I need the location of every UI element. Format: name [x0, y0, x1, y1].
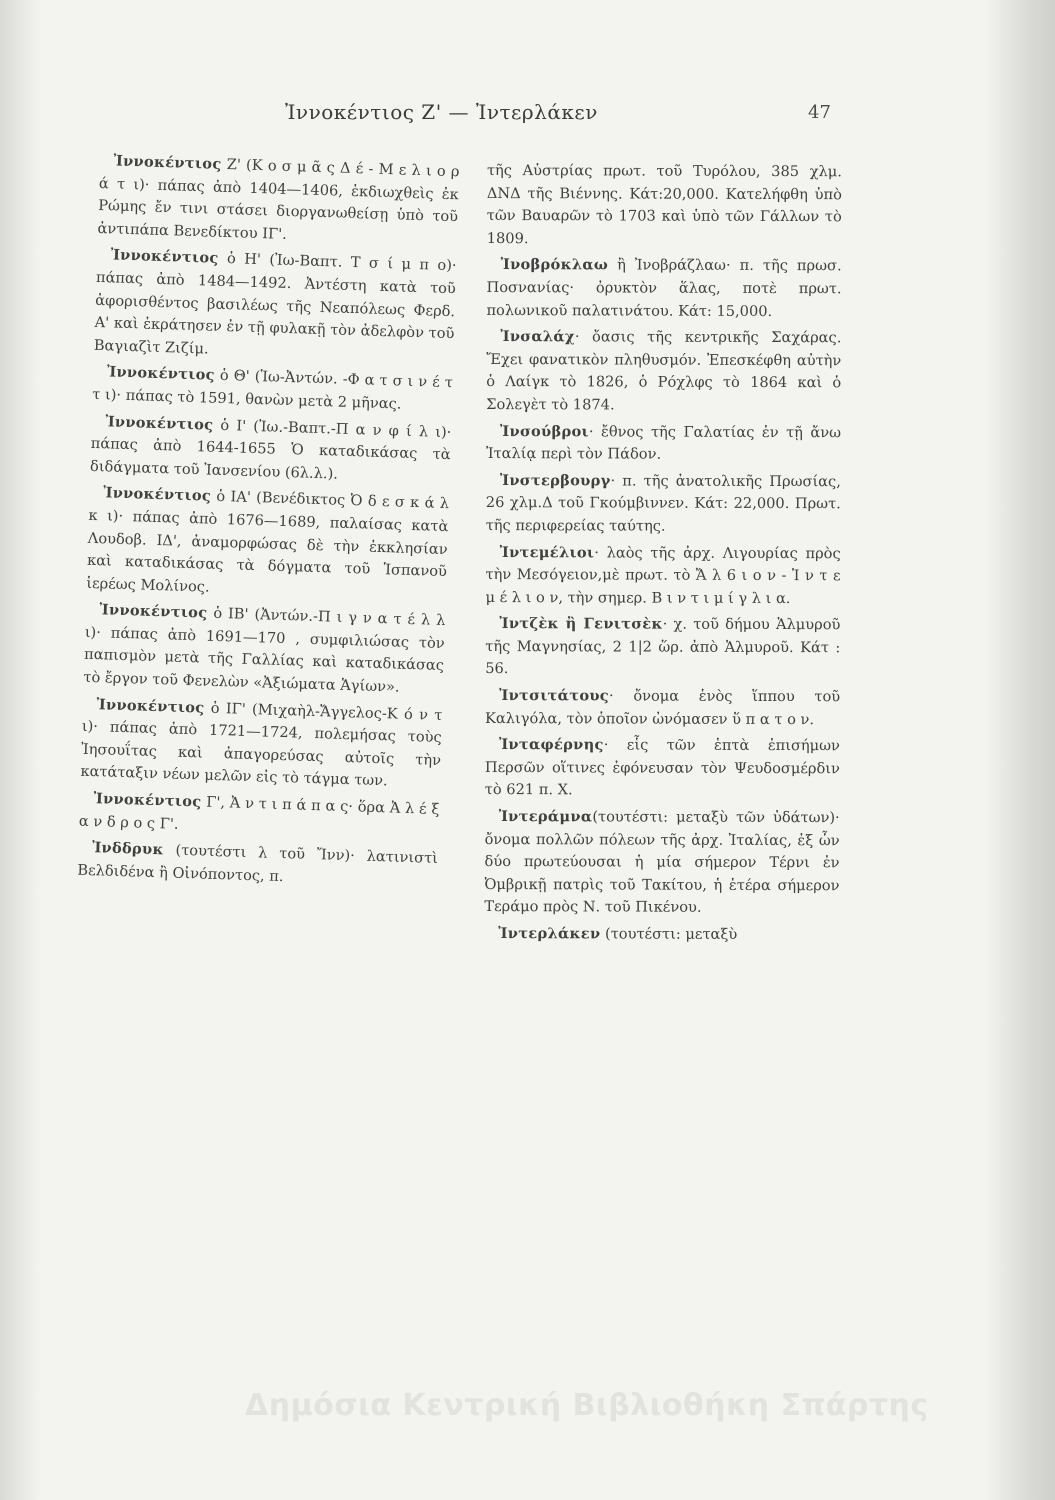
- entry-text: · λαὸς τῆς ἀρχ. Λιγουρίας πρὸς τὴν Μεσόγειον,μὲ πρωτ. τὸ Ἄ λ 6 ι ο ν - Ἰ ν τ ε μ έ λ ι ο ν, τὴν σημερ. Β ι ν τ ι μ ί γ λ ι α.: [485, 543, 841, 607]
- entry-headword: Ἰννοκέντιος: [93, 790, 202, 811]
- entry-headword: Ἰννοκέντιος: [105, 412, 214, 434]
- right-column: [484, 160, 842, 951]
- entry-text: ὁ ΙΓ' (Μιχαὴλ-Ἄγγελος-Κ ό ν τ ι)· πάπας ἀπὸ 1721—1724, πολεμήσας τοὺς Ἰησουΐτας καὶ ἀπαγορεύσας αὐτοῖς τὴν κατάταξιν νέων μελῶν εἰς τὸ τάγμα των.: [80, 699, 443, 790]
- entry-text: ὁ ΙΒ' (Ἀντών.-Π ι γ ν α τ έ λ λ ι)· πάπας ἀπὸ 1691—170 , συμφιλιώσας τὸν παπισμὸν μετὰ τῆς Γαλλίας καὶ καταδικάσας τὸ ἔργον τοῦ Φενελὼν «Ἀξιώματα Ἁγίων».: [83, 604, 446, 696]
- entry-text: Ζ' (Κ ο σ μ ᾶ ς Δ έ - Μ ε λ ι ο ρ ά τ ι)· πάπας ἀπὸ 1404—1406, ἐκδιωχθεὶς ἐκ Ρώμης ἔν τινι στάσει διοργανωθείσῃ ὑπὸ τοῦ ἀντιπάπα Βενεδίκτου ΙΓ'.: [97, 155, 460, 243]
- entry-text: (τουτέστι: μεταξὺ τῶν ὑδάτων)· ὄνομα πολλῶν πόλεων τῆς ἀρχ. Ἰταλίας, ἐξ ὧν δύο πρωτεύουσαι ἡ μία σήμερον Τέρνι ἐν Ὀμβρικῇ πατρὶς τοῦ Τακίτου, ἡ ἑτέρα σήμερον Τεράμο πρὸς Ν. τοῦ Πικένου.: [484, 808, 840, 917]
- dictionary-entry: [77, 837, 438, 893]
- entry-headword: Ἰννοκέντιος: [102, 484, 212, 505]
- entry-headword: Ἰνδδρυκ: [91, 839, 164, 859]
- entry-text: · εἷς τῶν ἑπτὰ ἐπισήμων Περσῶν οἵτινες ἐφόνευσαν τὸν Ψευδοσμέρδιν τὸ 621 π. Χ.: [484, 736, 840, 799]
- entry-headword: Ἰνσούβροι: [500, 422, 589, 440]
- page-gutter-shadow: [0, 0, 40, 1500]
- entry-headword: Ἰννοκέντιος: [113, 152, 222, 173]
- entry-text: · ἔθνος τῆς Γαλατίας ἐν τῇ ἄνω Ἰταλίᾳ περὶ τὸν Πάδον.: [485, 422, 842, 463]
- entry-text: · χ. τοῦ δήμου Ἁλμυροῦ τῆς Μαγνησίας, 2 1|2 ὥρ. ἀπὸ Ἁλμυροῦ. Κάτ : 56.: [485, 615, 841, 678]
- left-column: [77, 150, 460, 897]
- entry-text: ὁ Ι' (Ἰω.-Βαπτ.-Π α ν φ ί λ ι)· πάπας ἀπὸ 1644-1655 Ὁ καταδικάσας τὰ διδάγματα τοῦ Ἰανσενίου (6λ.λ.).: [89, 416, 452, 483]
- entry-headword: Ἰντεμέλιοι: [499, 543, 595, 561]
- page-number: 47: [808, 102, 831, 123]
- page-edge-shadow: [985, 0, 1055, 1500]
- entry-text: ὁ Η' (Ἰω-Βαπτ. Τ σ ί μ π ο)· πάπας ἀπὸ 1484—1492. Ἀντέστη κατὰ τοῦ ἀφορισθέντος βασιλέως τῆς Νεαπόλεως Φερδ. Α' καὶ ἐκράτησεν ἐν τῇ φυλακῇ τὸν ἀδελφὸν τοῦ Βαγιαζὶτ Ζιζίμ.: [93, 250, 457, 358]
- entry-headword: Ἰντερλάκεν: [498, 925, 601, 943]
- dictionary-entry: [485, 734, 840, 803]
- entry-headword: Ἰντζὲκ ἢ Γενιτσὲκ: [499, 615, 663, 633]
- dictionary-entry: [484, 923, 839, 947]
- entry-text: · π. τῆς ἀνατολικῆς Πρωσίας, 26 χλμ.Δ τοῦ Γκούμβιννεν. Κάτ: 22,000. Πρωτ. τῆς περιφερείας ταύτης.: [485, 472, 841, 535]
- entry-headword: Ἰντεράμνα: [498, 808, 593, 826]
- dictionary-entry: [485, 685, 840, 731]
- dictionary-entry: [79, 788, 440, 844]
- entry-text: · ὄνομα ἑνὸς ἵππου τοῦ Καλιγόλα, τὸν ὁποῖον ὠνόμασεν ὕ π α τ ο ν.: [485, 687, 841, 728]
- entry-text: (τουτέστι λ τοῦ Ἴνν)· λατινιστὶ Βελδιδένα ἢ Οἰνόποντος, π.: [77, 841, 439, 885]
- running-head: Ἰννοκέντιος Ζ' — Ἰντερλάκεν: [285, 100, 598, 124]
- entry-headword: Ἰννοκέντιος: [96, 695, 205, 717]
- entry-headword: Ἰννοκέντιος: [99, 601, 208, 622]
- entry-headword: Ἰνσαλάχ: [500, 328, 575, 346]
- entry-text: ὁ ΙΑ' (Βενέδικτος Ὀ δ ε σ κ ά λ κ ι)· πάπας ἀπὸ 1676—1689, παλαίσας κατὰ Λουδοβ. ΙΔ', ἀναμορφώσας δὲ τὴν ἐκκλησίαν καὶ καταδικάσας τὰ δόγματα τοῦ Ἱσπανοῦ ἱερέως Μολίνος.: [86, 487, 450, 596]
- entry-headword: Ἰννοκέντιος: [106, 363, 216, 385]
- dictionary-entry: [90, 410, 452, 489]
- entry-headword: Ἰντσιτάτους: [499, 687, 610, 705]
- dictionary-entry: [97, 150, 460, 252]
- dictionary-entry: [486, 326, 841, 418]
- dictionary-entry: [486, 254, 841, 323]
- dictionary-entry: [92, 361, 453, 417]
- entry-text: (τουτέστι: μεταξὺ: [600, 925, 738, 943]
- dictionary-entry: [485, 541, 840, 610]
- dictionary-entry: [86, 482, 449, 606]
- entry-text: ὁ Θ' (Ἰω-Ἀντών. -Φ α τ σ ι ν έ τ τ ι)· πάπας τὸ 1591, θανὼν μετὰ 2 μῆνας.: [92, 367, 454, 413]
- entry-headword: Ἰνταφέρνης: [498, 736, 604, 754]
- dictionary-entry: [485, 613, 840, 682]
- dictionary-entry: [486, 421, 841, 467]
- dictionary-entry: [80, 693, 443, 795]
- dictionary-entry: [486, 470, 841, 539]
- dictionary-entry: [83, 599, 446, 701]
- library-watermark: Δημόσια Κεντρική Βιβλιοθήκη Σπάρτης: [245, 1388, 929, 1423]
- entry-text: τῆς Αὐστρίας πρωτ. τοῦ Τυρόλου, 385 χλμ. ΔΝΔ τῆς Βιέννης. Κάτ:20,000. Κατελήφθη ὑπὸ τῶν Βαυαρῶν τὸ 1703 καὶ ὑπὸ τῶν Γάλλων τὸ 1809.: [486, 161, 842, 247]
- dictionary-entry-continued: [487, 160, 842, 252]
- entry-headword: Ἰνστερβουργ: [499, 471, 611, 490]
- entry-text: Γ', Ἀ ν τ ι π ά π α ς· ὅρα Ἀ λ έ ξ α ν δ ρ ο ς Γ'.: [78, 793, 440, 833]
- entry-headword: Ἰνοβρόκλαω: [500, 256, 609, 274]
- entry-headword: Ἰννοκέντιος: [110, 246, 219, 268]
- dictionary-entry: [93, 244, 456, 368]
- entry-text: · ὄασις τῆς κεντρικῆς Σαχάρας. Ἔχει φανατικὸν πληθυσμόν. Ἐπεσκέφθη αὐτὴν ὁ Λαίγκ τὸ 1826, ὁ Ρόχλφς τὸ 1864 καὶ ὁ Σολεγὲτ τὸ 1874.: [486, 328, 842, 414]
- dictionary-entry: [484, 806, 839, 920]
- entry-text: ἢ Ἰνοβράζλαω· π. τῆς πρωσ. Ποσνανίας· ὀρυκτὸν ἅλας, ποτὲ πρωτ. πολωνικοῦ παλατινάτου. Κάτ: 15,000.: [486, 256, 842, 320]
